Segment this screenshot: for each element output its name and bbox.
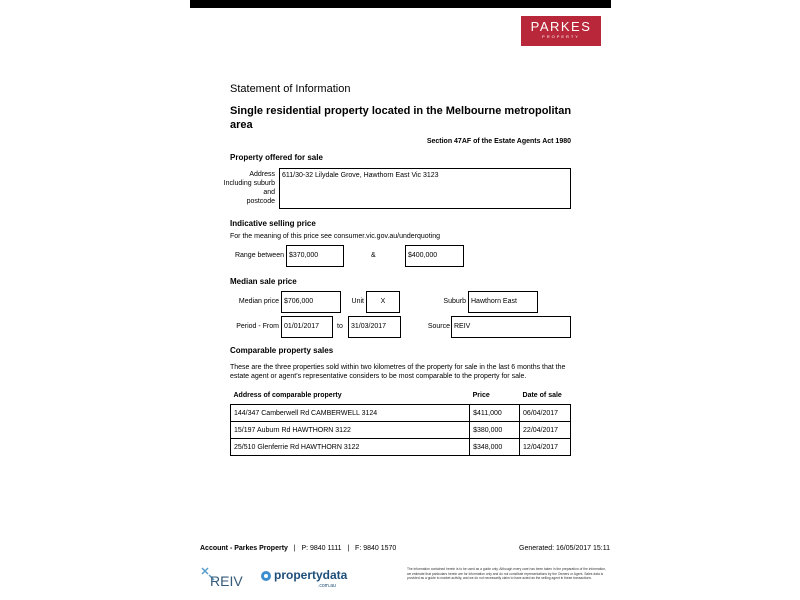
range-separator: & <box>371 252 376 259</box>
unit-value: X <box>366 291 400 313</box>
top-bar <box>190 0 611 8</box>
row-address: 15/197 Auburn Rd HAWTHORN 3122 <box>231 422 470 439</box>
footer-fax: F: 9840 1570 <box>355 545 397 552</box>
median-price-label: Median price <box>238 298 279 305</box>
reiv-text: REIV <box>210 573 243 589</box>
address-label-line3: postcode <box>246 198 275 205</box>
col-address-header: Address of comparable property <box>233 391 342 399</box>
footer-phone: P: 9840 1111 <box>301 545 342 552</box>
col-date-header: Date of sale <box>522 391 562 399</box>
suburb-value: Hawthorn East <box>468 291 538 313</box>
document-title: Statement of Information <box>230 83 351 95</box>
underquoting-note: For the meaning of this price see consumer.vic.gov.au/underquoting <box>230 233 440 240</box>
row-address: 25/510 Glenferrie Rd HAWTHORN 3122 <box>231 439 470 456</box>
source-value: REIV <box>451 316 571 338</box>
row-date: 06/04/2017 <box>520 405 571 422</box>
row-date: 12/04/2017 <box>520 439 571 456</box>
comparable-intro: These are the three properties sold within two kilometres of the property for sale in the last 6 months that the estate agent or agent’s representative considers to be most comparable to the property for sale. <box>230 364 566 380</box>
median-price: $706,000 <box>281 291 341 313</box>
row-address: 144/347 Camberwell Rd CAMBERWELL 3124 <box>231 405 470 422</box>
period-label: Period - From <box>236 323 279 330</box>
address-label-line1: Address <box>249 171 275 178</box>
table-row <box>231 439 571 456</box>
address-field: 611/30-32 Lilydale Grove, Hawthorn East Vic 3123 <box>279 168 571 209</box>
propertydata-mark-icon <box>260 570 272 582</box>
propertydata-domain: .com.au <box>318 583 336 589</box>
footer-generated: Generated: 16/05/2017 15:11 <box>519 545 610 552</box>
logo-sub: PROPERTY <box>542 34 580 39</box>
table-row <box>231 405 571 422</box>
parkes-logo <box>521 16 601 46</box>
row-price: $348,000 <box>470 439 520 456</box>
section-reference: Section 47AF of the Estate Agents Act 1980 <box>426 138 571 145</box>
propertydata-text: propertydata <box>274 568 348 582</box>
logo-name: PARKES <box>530 19 592 34</box>
range-high: $400,000 <box>405 245 464 267</box>
main-title: Single residential property located in the Melbourne metropolitan area <box>230 105 572 131</box>
median-heading: Median sale price <box>230 277 297 286</box>
suburb-label: Suburb <box>443 298 466 305</box>
row-price: $411,000 <box>470 405 520 422</box>
address-label <box>220 170 275 206</box>
property-heading: Property offered for sale <box>230 153 323 162</box>
table-row <box>231 422 571 439</box>
period-to-label: to <box>337 323 343 330</box>
address-label-line2: Including suburb and <box>223 180 275 196</box>
comparable-heading: Comparable property sales <box>230 346 334 355</box>
footer-account-line: Account - Parkes Property | P: 9840 1111 | F: 9840 1570 <box>200 545 397 552</box>
disclaimer: The information contained herein is to be used as a guide only. Although every care has been taken in the preparation of the information, we estimate that particulars herein are for information only and do not constitute representations by the Owners or Agent. Sales data is provided as a guide to market activity, and we do not necessarily claim to have acted as the selling agent in these transactions. <box>407 567 606 581</box>
col-price-header: Price <box>472 391 490 399</box>
period-to: 31/03/2017 <box>348 316 401 338</box>
indicative-heading: Indicative selling price <box>230 219 316 228</box>
range-label: Range between <box>234 252 284 259</box>
unit-label: Unit <box>351 298 364 305</box>
row-price: $380,000 <box>470 422 520 439</box>
reiv-logo <box>200 566 243 589</box>
period-from: 01/01/2017 <box>281 316 333 338</box>
range-low: $370,000 <box>286 245 344 267</box>
row-date: 22/04/2017 <box>520 422 571 439</box>
comparable-table <box>230 386 571 456</box>
table-header-row <box>231 386 571 405</box>
footer-account: Account - Parkes Property <box>200 545 288 552</box>
source-label: Source <box>427 323 450 330</box>
propertydata-logo <box>260 568 370 592</box>
